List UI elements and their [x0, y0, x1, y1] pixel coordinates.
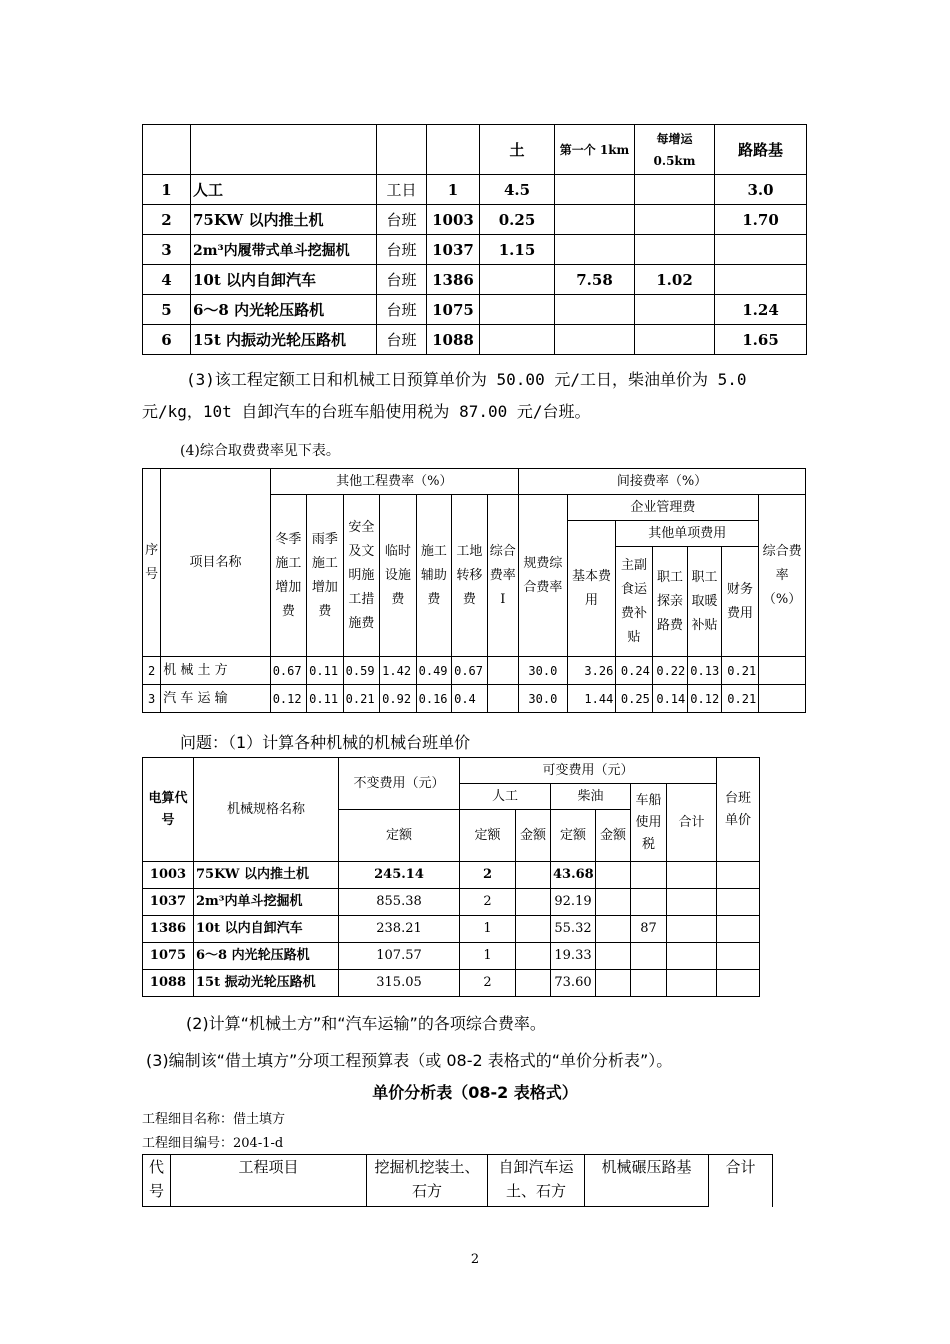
- cell: 0.13: [688, 657, 721, 685]
- cell: 2: [143, 205, 191, 235]
- cell: 3: [143, 685, 161, 713]
- cell: 0.21: [343, 685, 379, 713]
- cell: 0.12: [688, 685, 721, 713]
- col-header: 财务费用: [721, 547, 759, 657]
- cell: [635, 295, 715, 325]
- table-row: [143, 657, 806, 685]
- header-amount: 金额: [516, 810, 551, 862]
- cell: 43.68: [551, 862, 596, 889]
- unit-price-analysis-table: [142, 1154, 773, 1207]
- cell: 1088: [427, 325, 480, 355]
- cell: [487, 657, 518, 685]
- cell: 30.0: [519, 685, 568, 713]
- header-amount: 金额: [596, 810, 631, 862]
- cell: 1386: [143, 916, 194, 943]
- cell: [480, 265, 555, 295]
- table-row: [143, 889, 760, 916]
- cell: [667, 970, 717, 997]
- header-unit-price: 台班单价: [717, 758, 760, 862]
- header-total: 合计: [709, 1155, 773, 1207]
- table-row: [143, 943, 760, 970]
- cell: 1075: [143, 943, 194, 970]
- header-other-rate: 其他工程费率（%）: [270, 469, 518, 495]
- cell: 0.25: [480, 205, 555, 235]
- header-roller: 机械碾压路基: [585, 1155, 709, 1207]
- col-header: 安全及文明施工措施费: [343, 495, 379, 657]
- cell: [480, 295, 555, 325]
- header-cell: [143, 125, 191, 175]
- cell: [635, 205, 715, 235]
- header-variable-cost: 可变费用（元）: [460, 758, 717, 784]
- table-row: [143, 916, 760, 943]
- cell: 1.44: [567, 685, 616, 713]
- cell: 107.57: [339, 943, 460, 970]
- cell: [759, 657, 806, 685]
- cell: 75KW 以内推土机: [194, 862, 339, 889]
- col-header: 职工探亲路费: [652, 547, 687, 657]
- header-seq: 序号: [143, 469, 161, 657]
- cell: 15t 振动光轮压路机: [194, 970, 339, 997]
- header-cell: 路路基: [715, 125, 807, 175]
- cell: 台班: [377, 205, 427, 235]
- cell: [717, 889, 760, 916]
- header-quota: 定额: [460, 810, 516, 862]
- cell: [596, 889, 631, 916]
- quota-table-header: [143, 125, 807, 175]
- header-excavator: 挖掘机挖装土、石方: [367, 1155, 488, 1207]
- paragraph-4: (4)综合取费费率见下表。: [180, 443, 340, 459]
- header-cell: [377, 125, 427, 175]
- quota-table: [142, 124, 807, 355]
- cell: 0.49: [416, 657, 451, 685]
- header-cell: [427, 125, 480, 175]
- cell: [596, 862, 631, 889]
- cell: 1003: [427, 205, 480, 235]
- cell: [667, 862, 717, 889]
- page-number: 2: [470, 1252, 480, 1267]
- cell: 238.21: [339, 916, 460, 943]
- question-2: (2)计算“机械土方”和“汽车运输”的各项综合费率。: [186, 1014, 546, 1033]
- cell: 2: [143, 657, 161, 685]
- cell: [631, 889, 667, 916]
- cell: [555, 295, 635, 325]
- cell: 4: [143, 265, 191, 295]
- header-cell: [191, 125, 377, 175]
- cell: 人工: [191, 175, 377, 205]
- cell: 1: [143, 175, 191, 205]
- cell: 2: [460, 970, 516, 997]
- cell: 2m³内单斗挖掘机: [194, 889, 339, 916]
- analysis-title: 单价分析表（08-2 表格式）: [372, 1083, 578, 1102]
- cell: 1386: [427, 265, 480, 295]
- col-header: 施工辅助费: [416, 495, 451, 657]
- cell: [667, 943, 717, 970]
- cell: 0.25: [616, 685, 652, 713]
- cell: 6～8 内光轮压路机: [191, 295, 377, 325]
- cell: [516, 889, 551, 916]
- header-quota: 定额: [551, 810, 596, 862]
- table-row: [143, 235, 807, 265]
- cell: 19.33: [551, 943, 596, 970]
- cell: 1.70: [715, 205, 807, 235]
- header-item: 工程项目: [171, 1155, 367, 1207]
- rate-table-header-1: [143, 469, 806, 495]
- col-header: 基本费用: [567, 521, 616, 657]
- cell: 1.42: [380, 657, 416, 685]
- rate-table: [142, 468, 806, 713]
- cell: 30.0: [519, 657, 568, 685]
- table-row: [143, 862, 760, 889]
- header-indirect-rate: 间接费率（%）: [519, 469, 806, 495]
- table-row: [143, 175, 807, 205]
- col-header: 冬季施工增加费: [270, 495, 306, 657]
- cell: 0.59: [343, 657, 379, 685]
- cell: 1075: [427, 295, 480, 325]
- paragraph-3-line-2: 元/kg，10t 自卸汽车的台班车船使用税为 87.00 元/台班。: [142, 402, 591, 421]
- header-code: 代号: [143, 1155, 171, 1207]
- col-header: 职工取暖补贴: [688, 547, 721, 657]
- cell: [717, 943, 760, 970]
- machine-table-header-1: [143, 758, 760, 784]
- question-3: (3)编制该“借土填方”分项工程预算表（或 08-2 表格式的“单价分析表”）。: [146, 1051, 673, 1070]
- cell: 1088: [143, 970, 194, 997]
- cell: 台班: [377, 325, 427, 355]
- table-row: [143, 325, 807, 355]
- cell: 0.21: [721, 685, 759, 713]
- header-quota: 定额: [339, 810, 460, 862]
- cell: 0.12: [270, 685, 306, 713]
- analysis-table-header: [143, 1155, 773, 1207]
- cell: 6: [143, 325, 191, 355]
- cell: [516, 916, 551, 943]
- cell: 0.24: [616, 657, 652, 685]
- cell: 0.22: [652, 657, 687, 685]
- cell: [516, 862, 551, 889]
- cell: 3.0: [715, 175, 807, 205]
- cell: [717, 916, 760, 943]
- cell: [631, 943, 667, 970]
- cell: [635, 235, 715, 265]
- cell: [516, 943, 551, 970]
- item-name: 工程细目名称：借土填方: [142, 1112, 286, 1127]
- cell: [596, 970, 631, 997]
- header-sum: 合计: [667, 784, 717, 862]
- table-row: [143, 205, 807, 235]
- cell: [717, 970, 760, 997]
- cell: [715, 235, 807, 265]
- header-code: 电算代号: [143, 758, 194, 862]
- cell: 2m³内履带式单斗挖掘机: [191, 235, 377, 265]
- cell: 1.65: [715, 325, 807, 355]
- cell: [759, 685, 806, 713]
- cell: 6～8 内光轮压路机: [194, 943, 339, 970]
- cell: 台班: [377, 295, 427, 325]
- cell: 315.05: [339, 970, 460, 997]
- cell: 1: [427, 175, 480, 205]
- header-machine-name: 机械规格名称: [194, 758, 339, 862]
- cell: 7.58: [555, 265, 635, 295]
- cell: 台班: [377, 235, 427, 265]
- cell: 3: [143, 235, 191, 265]
- cell: 75KW 以内推土机: [191, 205, 377, 235]
- col-header: 综合费率Ⅰ: [487, 495, 518, 657]
- cell: 4.5: [480, 175, 555, 205]
- cell: [516, 970, 551, 997]
- cell: 1: [460, 916, 516, 943]
- paragraph-3-line-1: (3)该工程定额工日和机械工日预算单价为 50.00 元/工日，柴油单价为 5.0: [186, 370, 747, 389]
- cell: 1037: [143, 889, 194, 916]
- cell: 2: [460, 862, 516, 889]
- cell: [717, 862, 760, 889]
- item-code: 工程细目编号：204-1-d: [142, 1136, 284, 1151]
- cell: 1: [460, 943, 516, 970]
- header-other-single: 其他单项费用: [616, 521, 759, 547]
- header-enterprise: 企业管理费: [567, 495, 759, 521]
- cell: 10t 以内自卸汽车: [191, 265, 377, 295]
- cell: [555, 325, 635, 355]
- header-labor: 人工: [460, 784, 551, 810]
- cell: [596, 916, 631, 943]
- machine-price-table: [142, 757, 760, 997]
- table-row: [143, 265, 807, 295]
- cell: [480, 325, 555, 355]
- cell: [667, 916, 717, 943]
- table-row: [143, 970, 760, 997]
- cell: [667, 889, 717, 916]
- cell: [555, 205, 635, 235]
- table-row: [143, 295, 807, 325]
- col-header: 规费综合费率: [519, 495, 568, 657]
- cell: 1.02: [635, 265, 715, 295]
- header-cell: 每增运 0.5km: [635, 125, 715, 175]
- cell: [631, 862, 667, 889]
- cell: 0.21: [721, 657, 759, 685]
- cell: 0.67: [452, 657, 487, 685]
- question-1: 问题：（1）计算各种机械的机械台班单价: [180, 733, 471, 752]
- cell: 1.15: [480, 235, 555, 265]
- cell: [635, 175, 715, 205]
- cell: 3.26: [567, 657, 616, 685]
- col-header: 主副食运费补贴: [616, 547, 652, 657]
- cell: 0.11: [307, 657, 343, 685]
- cell: 855.38: [339, 889, 460, 916]
- header-diesel: 柴油: [551, 784, 631, 810]
- header-total-rate: 综合费率（%）: [759, 495, 806, 657]
- cell: 机 械 土 方: [161, 657, 270, 685]
- header-fixed-cost: 不变费用（元）: [339, 758, 460, 810]
- cell: [555, 235, 635, 265]
- cell: 1003: [143, 862, 194, 889]
- cell: 1037: [427, 235, 480, 265]
- cell: 汽 车 运 输: [161, 685, 270, 713]
- cell: 1.24: [715, 295, 807, 325]
- cell: 0.4: [452, 685, 487, 713]
- cell: 0.92: [380, 685, 416, 713]
- cell: 台班: [377, 265, 427, 295]
- cell: [555, 175, 635, 205]
- cell: [635, 325, 715, 355]
- cell: [631, 970, 667, 997]
- cell: [487, 685, 518, 713]
- col-header: 雨季施工增加费: [307, 495, 343, 657]
- cell: 2: [460, 889, 516, 916]
- cell: [596, 943, 631, 970]
- cell: 0.11: [307, 685, 343, 713]
- cell: [715, 265, 807, 295]
- table-row: [143, 685, 806, 713]
- cell: 0.16: [416, 685, 451, 713]
- cell: 15t 内振动光轮压路机: [191, 325, 377, 355]
- cell: 0.14: [652, 685, 687, 713]
- cell: 10t 以内自卸汽车: [194, 916, 339, 943]
- cell: 245.14: [339, 862, 460, 889]
- header-cell: 第一个 1km: [555, 125, 635, 175]
- col-header: 临时设施费: [380, 495, 416, 657]
- cell: 87: [631, 916, 667, 943]
- cell: 0.67: [270, 657, 306, 685]
- header-vessel-tax: 车船使用税: [631, 784, 667, 862]
- cell: 92.19: [551, 889, 596, 916]
- header-dump-truck: 自卸汽车运土、石方: [488, 1155, 585, 1207]
- cell: 工日: [377, 175, 427, 205]
- cell: 55.32: [551, 916, 596, 943]
- header-name: 项目名称: [161, 469, 270, 657]
- col-header: 工地转移费: [452, 495, 487, 657]
- cell: 73.60: [551, 970, 596, 997]
- cell: 5: [143, 295, 191, 325]
- header-cell: 土: [480, 125, 555, 175]
